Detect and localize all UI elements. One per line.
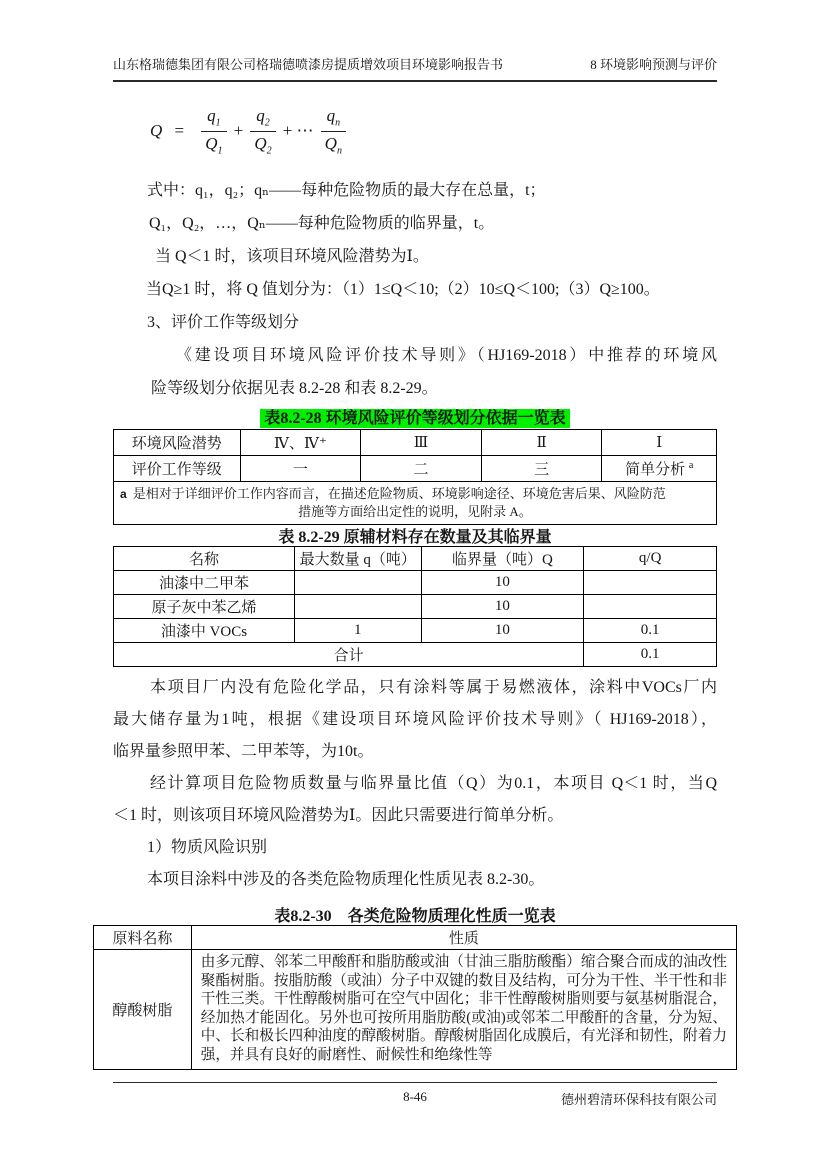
denominator-subscript: 1: [217, 145, 223, 157]
cell-material-property: 由多元醇、邻苯二甲酸酐和脂肪酸或油（甘油三脂肪酸酯）缩合聚合而成的油改性聚酯树脂。按脂肪酸（或油）分子中双键的数目及结构，可分为干性、半干性和非干性三类。干性醇酸树脂可在空气中固化；非干性醇酸树脂则要与氨基树脂混合，经加热才能固化。另外也可按所用脂肪酸(或油)或邻苯二甲酸酐的含量，分为短、中、长和极长四种油度的醇酸树脂。醇酸树脂固化成膜后，有光泽和韧性，附着力强，并具有良好的耐磨性、耐候性和绝缘性等: [191, 950, 736, 1070]
table-row: [114, 619, 717, 643]
cell-ratio: 0.1: [584, 619, 717, 643]
table-material-quantity: [113, 546, 717, 667]
cell-ratio: [584, 595, 717, 619]
table-footnote-row: [114, 482, 717, 525]
footnote-text: 是相对于详细评价工作内容而言，在描述危险物质、环境影响途径、环境危害后果、风险防范: [132, 486, 666, 501]
table-28-caption-highlight: 表8.2-28 环境风险评价等级划分依据一览表: [260, 409, 569, 428]
cell-grade-one: 一: [240, 456, 361, 482]
table-row: [114, 456, 717, 482]
cell-grade-three: 三: [481, 456, 602, 482]
table-hazard-properties: [93, 925, 737, 1070]
cell-critical-quantity: 10: [421, 595, 584, 619]
cell-material-name: 原子灰中苯乙烯: [114, 595, 295, 619]
header-report-title: 山东格瑞德集团有限公司格瑞德喷漆房提质增效项目环境影响报告书: [113, 57, 504, 72]
upper-paragraphs: [113, 174, 717, 405]
paragraph-line: Q₁，Q₂，…，Qₙ——每种危险物质的临界量，t。: [149, 215, 495, 232]
col-header-critical-quantity: 临界量（吨）Q: [421, 547, 584, 571]
cell-max-quantity: [294, 595, 421, 619]
footer-page-number: 8-46: [403, 1089, 427, 1104]
cell-max-quantity: [294, 571, 421, 595]
numerator-base: q: [207, 106, 216, 125]
lower-paragraphs: [113, 672, 717, 896]
footnote-superscript: a: [688, 460, 694, 471]
table-header-row: [114, 547, 717, 571]
col-header-property: 性质: [191, 926, 736, 950]
formula-q-symbol: Q: [150, 121, 165, 141]
cell-critical-quantity: 10: [421, 619, 584, 643]
paragraph-line: 当 Q＜1 时，该项目环境风险潜势为Ⅰ。: [155, 248, 429, 265]
page-footer: [113, 1082, 717, 1105]
denominator-base: Q: [205, 133, 218, 153]
fraction-1-numerator: [201, 106, 227, 132]
fraction-1-denominator: [205, 132, 222, 157]
cell-level-iv: Ⅳ、Ⅳ⁺: [240, 430, 361, 456]
table-row: [114, 571, 717, 595]
formula-fraction-n: [321, 106, 347, 157]
cell-grade-two: 二: [361, 456, 482, 482]
footnote-line-1: [120, 485, 710, 503]
cell-material-name: 醇酸树脂: [94, 950, 192, 1070]
formula-plus-ellipsis-operator: + ⋯: [282, 121, 314, 141]
table-row: [114, 430, 717, 456]
cell-critical-quantity: 10: [421, 571, 584, 595]
cell-level-i: Ⅰ: [602, 430, 717, 456]
numerator-subscript: 2: [264, 117, 270, 129]
fraction-2-numerator: [250, 106, 276, 132]
formula-equals: =: [174, 121, 187, 141]
paragraph-line: 《建设项目环境风险评价技术导则》（HJ169-2018）中推荐的环境风: [176, 347, 717, 364]
paragraph-line: 最大储存量为1吨，根据《建设项目环境风险评价技术导则》（ HJ169-2018），: [113, 711, 717, 728]
cell-total-label: 合计: [114, 643, 584, 667]
cell-material-name: 油漆中二甲苯: [114, 571, 295, 595]
formula-fraction-1: [201, 106, 227, 157]
footnote-marker: a: [120, 487, 127, 501]
table-total-row: [114, 643, 717, 667]
footer-company-name: 德州碧清环保科技有限公司: [560, 1092, 717, 1107]
footnote-line-2: 措施等方面给出定性的说明，见附录 A。: [298, 504, 532, 519]
cell-risk-potential-label: 环境风险潜势: [114, 430, 241, 456]
table-29-caption: 表 8.2-29 原辅材料存在数量及其临界量: [278, 529, 552, 546]
denominator-subscript: n: [336, 145, 342, 157]
cell-footnote: [114, 482, 717, 525]
formula-plus-operator: +: [233, 121, 244, 141]
denominator-base: Q: [324, 133, 337, 153]
cell-level-iii: Ⅲ: [361, 430, 482, 456]
page-header: [113, 54, 717, 82]
cell-max-quantity: 1: [294, 619, 421, 643]
formula-lhs: [150, 121, 190, 141]
col-header-max-quantity: 最大数量 q（吨）: [294, 547, 421, 571]
section-heading-substance-risk: 1）物质风险识别: [147, 839, 268, 856]
paragraph-line: ＜1 时，则该项目环境风险潜势为Ⅰ。因此只需要进行简单分析。: [113, 807, 564, 824]
table-30-caption: 表8.2-30 各类危险物质理化性质一览表: [274, 908, 556, 925]
simple-analysis-text: 简单分析: [625, 462, 686, 478]
fraction-n-denominator: [325, 132, 342, 157]
paragraph-line: 当Q≥1 时，将 Q 值划分为：（1）1≤Q＜10;（2）10≤Q＜100;（3）Q≥100。: [146, 281, 660, 298]
paragraph-line: 险等级划分依据见表 8.2-28 和表 8.2-29。: [151, 380, 438, 397]
paragraph-line: 式中：q₁，q₂；qₙ——每种危险物质的最大存在总量，t；: [147, 182, 546, 199]
denominator-base: Q: [254, 133, 267, 153]
cell-level-ii: Ⅱ: [481, 430, 602, 456]
table-header-row: [94, 926, 737, 950]
cell-simple-analysis: [602, 456, 717, 482]
table-risk-grade-criteria: [113, 429, 717, 525]
section-heading-grade-division: 3、评价工作等级划分: [147, 314, 300, 331]
numerator-base: q: [256, 106, 265, 125]
paragraph-line: 本项目厂内没有危险化学品，只有涂料等属于易燃液体，涂料中VOCs厂内: [150, 679, 717, 696]
cell-work-grade-label: 评价工作等级: [114, 456, 241, 482]
header-chapter-title: 8 环境影响预测与评价: [590, 57, 717, 72]
formula-fraction-2: [250, 106, 276, 157]
table-28-caption: [113, 405, 717, 428]
paragraph-line: 临界量参照甲苯、二甲苯等，为10t。: [113, 743, 374, 760]
col-header-ratio: q/Q: [584, 547, 717, 571]
col-header-material-name: 原料名称: [94, 926, 192, 950]
table-row: [94, 950, 737, 1070]
cell-material-name: 油漆中 VOCs: [114, 619, 295, 643]
risk-quotient-formula: [150, 106, 349, 157]
fraction-n-numerator: [321, 106, 347, 132]
cell-ratio: [584, 571, 717, 595]
denominator-subscript: 2: [266, 145, 272, 157]
paragraph-line: 本项目涂料中涉及的各类危险物质理化性质见表 8.2-30。: [147, 871, 545, 888]
table-row: [114, 595, 717, 619]
numerator-base: q: [326, 106, 336, 125]
fraction-2-denominator: [254, 132, 271, 157]
cell-total-value: 0.1: [584, 643, 717, 667]
numerator-subscript: 1: [215, 117, 221, 129]
numerator-subscript: n: [335, 117, 341, 129]
col-header-name: 名称: [114, 547, 295, 571]
paragraph-line: 经计算项目危险物质数量与临界量比值（Q）为0.1，本项目 Q＜1 时，当Q: [150, 775, 717, 792]
